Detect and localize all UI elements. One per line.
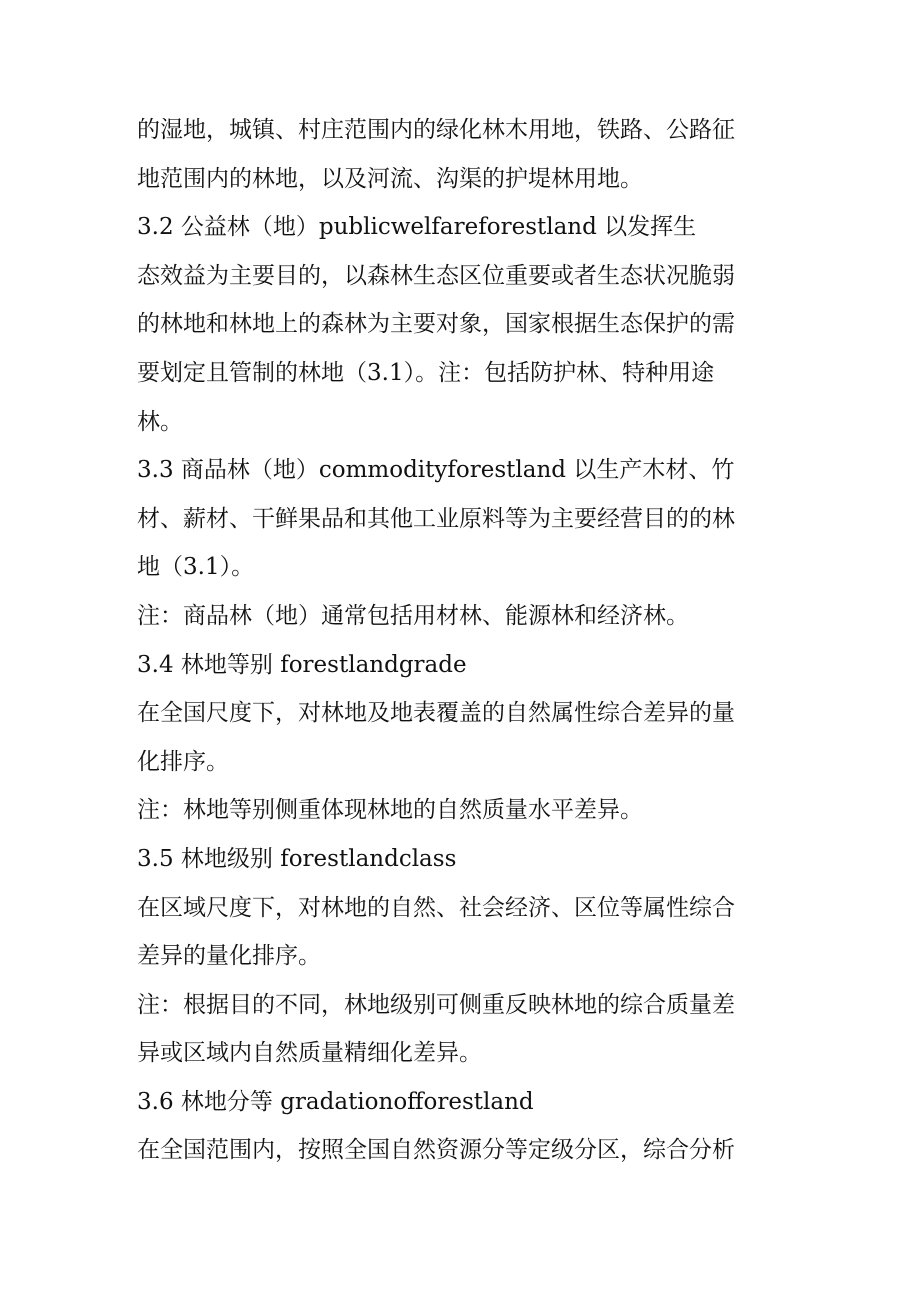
text-line: 材、薪材、干鲜果品和其他工业原料等为主要经营目的的林 xyxy=(137,505,735,532)
text-line: 异或区域内自然质量精细化差异。 xyxy=(137,1040,482,1067)
section-heading-3-2: 3.2 公益林（地）publicwelfareforestland 以发挥生 xyxy=(137,214,697,241)
document-body xyxy=(137,106,787,1175)
text-line: 在区域尺度下，对林地的自然、社会经济、区位等属性综合 xyxy=(137,894,735,921)
section-heading-3-4: 3.4 林地等别 forestlandgrade xyxy=(137,651,467,678)
text-line: 在全国范围内，按照全国自然资源分等定级分区，综合分析 xyxy=(137,1137,735,1164)
text-line: 在全国尺度下，对林地及地表覆盖的自然属性综合差异的量 xyxy=(137,700,735,727)
note-line: 注：林地等别侧重体现林地的自然质量水平差异。 xyxy=(137,797,643,824)
text-line: 的湿地，城镇、村庄范围内的绿化林木用地，铁路、公路征 xyxy=(137,117,735,143)
text-line: 要划定且管制的林地（3.1）。注：包括防护林、特种用途 xyxy=(137,359,715,386)
section-heading-3-5: 3.5 林地级别 forestlandclass xyxy=(137,845,457,872)
section-heading-3-3: 3.3 商品林（地）commodityforestland 以生产木材、竹 xyxy=(137,457,735,484)
text-line: 化排序。 xyxy=(137,748,229,775)
text-line: 差异的量化排序。 xyxy=(137,943,321,970)
text-line: 态效益为主要目的，以森林生态区位重要或者生态状况脆弱 xyxy=(137,262,735,289)
note-line: 注：商品林（地）通常包括用材林、能源林和经济林。 xyxy=(137,602,689,629)
note-line: 注：根据目的不同，林地级别可侧重反映林地的综合质量差 xyxy=(137,991,735,1018)
section-heading-3-6: 3.6 林地分等 gradationofforestland xyxy=(137,1088,534,1115)
text-line: 地（3.1）。 xyxy=(137,554,255,581)
text-line: 地范围内的林地，以及河流、沟渠的护堤林用地。 xyxy=(137,165,643,192)
text-line: 林。 xyxy=(137,408,183,435)
text-line: 的林地和林地上的森林为主要对象，国家根据生态保护的需 xyxy=(137,311,735,338)
